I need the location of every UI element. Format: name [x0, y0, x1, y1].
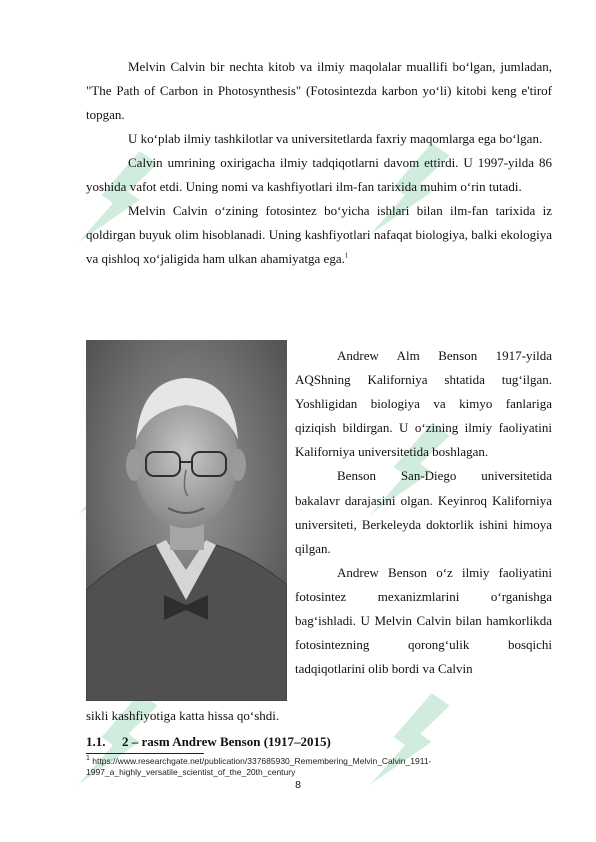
figure-caption [86, 733, 552, 751]
footnote-reference[interactable]: 1 [344, 251, 349, 260]
body-text [86, 55, 552, 271]
paragraph: Calvin umrining oxirigacha ilmiy tadqiqotlarni davom ettirdi. U 1997-yilda 86 yoshida vafot etdi. Uning nomi va kashfiyotlari ilm-fan tarixida muhim o‘rin tutadi. [86, 155, 552, 194]
caption-number: 1.1. [86, 734, 106, 749]
paragraph-with-footnote [86, 199, 552, 271]
paragraph: Andrew Benson o‘z ilmiy faoliyatini fotosintez mexanizmlarini o‘rganishga bag‘ishladi. U Melvin Calvin bilan hamkorlikda fotosintezning qorong‘ulik bosqichi tadqiqotlarini olib bordi va Calvin [295, 564, 552, 677]
paragraph: U ko‘plab ilmiy tashkilotlar va universitetlarda faxriy maqomlarga ega bo‘lgan. [128, 131, 543, 146]
paragraph: Melvin Calvin bir nechta kitob va ilmiy maqolalar muallifi bo‘lgan, jumladan, "The Path of Carbon in Photosynthesis" (Fotosintezda karbon yo‘li) kitobi keng e'tirof topgan. [86, 59, 552, 122]
footnote-link[interactable]: https://www.researchgate.net/publication/337685930_Remembering_Melvin_Calvin_1911-1997_a_highly_versatile_scientist_of_the_20th_century [86, 756, 432, 777]
paragraph: Benson San-Diego universitetida bakalavr darajasini olgan. Keyinroq Kaliforniya universiteti, Berkeleyda doktorlik ishini himoya qilgan. [295, 468, 552, 556]
side-text [295, 344, 552, 681]
portrait-photo [86, 340, 287, 701]
paragraph-continuation: sikli kashfiyotiga katta hissa qo‘shdi. [86, 708, 280, 723]
footnote [86, 756, 466, 778]
page-number: 8 [295, 779, 301, 791]
footnote-marker: 1 [86, 755, 90, 763]
footnote-divider [86, 753, 204, 754]
paragraph-text: Melvin Calvin o‘zining fotosintez bo‘yicha ishlari bilan ilm-fan tarixida iz qoldirgan buyuk olim hisoblanadi. Uning kashfiyotlari nafaqat biologiya, balki ekologiya va qishloq xo‘jaligida ham ulkan ahamiyatga ega. [86, 203, 552, 266]
caption-text: 2 – rasm Andrew Benson (1917–2015) [122, 734, 331, 749]
paragraph: Andrew Alm Benson 1917-yilda AQShning Kaliforniya shtatida tug‘ilgan. Yoshligidan biologiya va kimyo fanlariga qiziqish bildirgan. U o‘zining ilmiy faoliyatini Kaliforniya universitetida boshlagan. [295, 348, 552, 460]
